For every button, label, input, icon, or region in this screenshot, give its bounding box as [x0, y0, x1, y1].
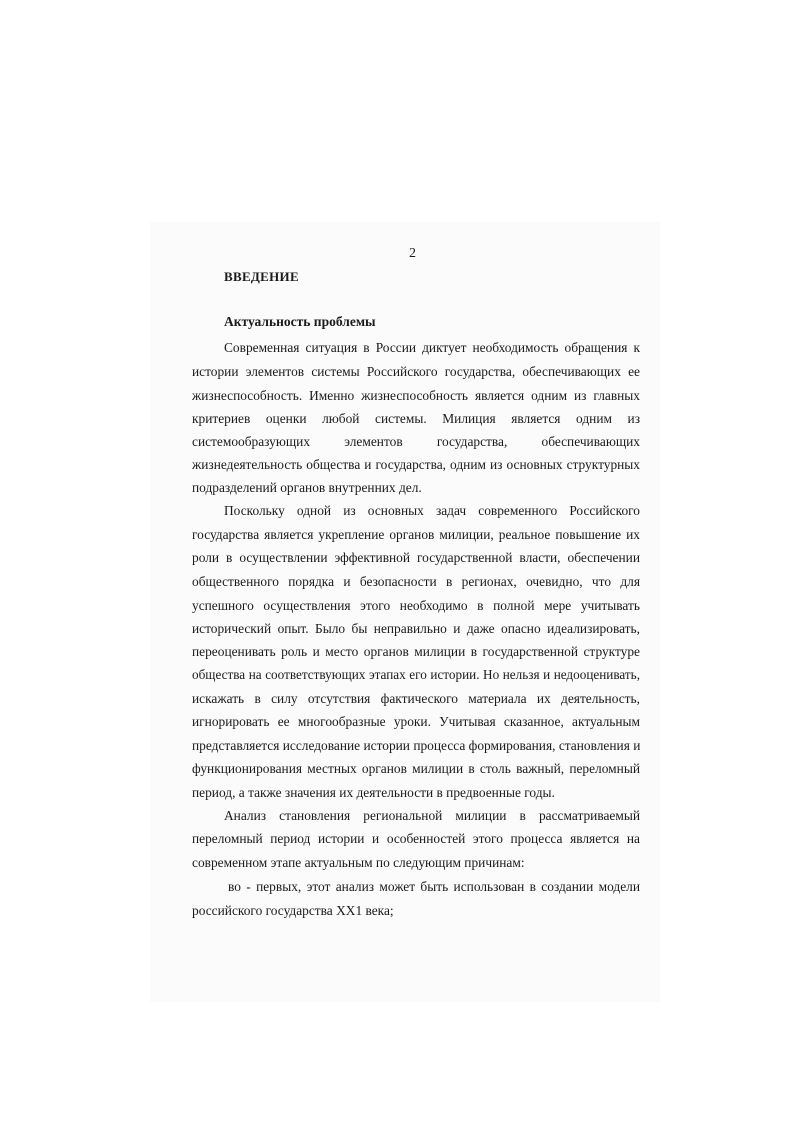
- paragraph-3-line-3: современном этапе актуальным по следующим причинам:: [192, 855, 525, 870]
- page-number: 2: [409, 246, 416, 261]
- subsection-heading: Актуальность проблемы: [224, 314, 376, 329]
- paragraph-4-line-1: во - первых, этот анализ может быть использован в создании модели: [228, 879, 640, 894]
- paragraph-2-line-8: общества на соответствующих этапах его истории. Но нельзя и недооценивать,: [192, 667, 640, 682]
- paragraph-1-line-5: системообразующих элементов государства, обеспечивающих: [192, 434, 640, 449]
- paragraph-3-line-2: переломный период истории и особенностей этого процесса является на: [192, 831, 640, 846]
- paragraph-2-line-4: общественного порядка и безопасности в регионах, очевидно, что для: [192, 574, 640, 589]
- paragraph-3-line-1: Анализ становления региональной милиции в рассматриваемый: [224, 808, 640, 823]
- paragraph-2-line-7: переоценивать роль и место органов милиции в государственной структуре: [192, 644, 640, 659]
- paragraph-2-line-1: Поскольку одной из основных задач современного Российского: [224, 503, 640, 518]
- paragraph-1-line-7: подразделений органов внутренних дел.: [192, 480, 422, 495]
- paragraph-1-line-2: истории элементов системы Российского государства, обеспечивающих ее: [192, 364, 640, 379]
- paragraph-2-line-2: государства является укрепление органов милиции, реальное повышение их: [192, 527, 640, 542]
- paragraph-2-line-9: искажать в силу отсутствия фактического материала их деятельность,: [192, 691, 640, 706]
- paragraph-2-line-5: успешного осуществления этого необходимо в полной мере учитывать: [192, 598, 640, 613]
- paragraph-1-line-6: жизнедеятельность общества и государства, одним из основных структурных: [192, 457, 640, 472]
- paragraph-2-line-3: роли в осуществлении эффективной государственной власти, обеспечении: [192, 550, 640, 565]
- paragraph-1-line-4: критериев оценки любой системы. Милиция является одним из: [192, 411, 640, 426]
- paragraph-2-line-6: исторический опыт. Было бы неправильно и даже опасно идеализировать,: [192, 621, 640, 636]
- paragraph-1-line-1: Современная ситуация в России диктует необходимость обращения к: [224, 340, 640, 355]
- paragraph-2-line-10: игнорировать ее многообразные уроки. Учитывая сказанное, актуальным: [192, 714, 640, 729]
- paragraph-2-line-12: функционирования местных органов милиции в столь важный, переломный: [192, 761, 640, 776]
- section-heading: ВВЕДЕНИЕ: [224, 269, 299, 284]
- paragraph-2-line-13: период, а также значения их деятельности в предвоенные годы.: [192, 785, 555, 800]
- paragraph-2-line-11: представляется исследование истории процесса формирования, становления и: [192, 738, 641, 753]
- paragraph-4-line-2: российского государства XX1 века;: [192, 903, 394, 918]
- paragraph-1-line-3: жизнеспособность. Именно жизнеспособность является одним из главных: [192, 388, 640, 403]
